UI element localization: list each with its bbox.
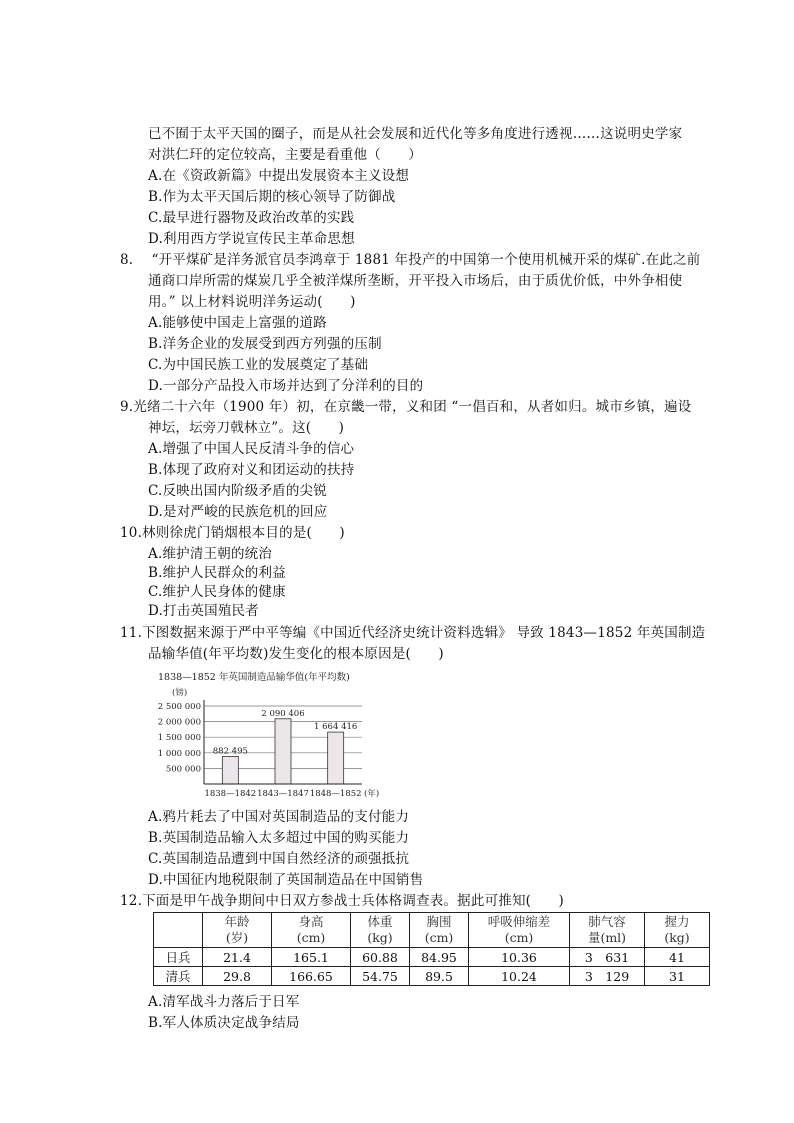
x-axis-ticks (204, 789, 361, 799)
q9-option-a: A.增强了中国人民反清斗争的信心 (148, 441, 355, 457)
q10-option-d: D.打击英国殖民者 (148, 603, 259, 619)
y-tick-label: 500 000 (165, 764, 201, 775)
q7-option-a: A.在《资政新篇》中提出发展资本主义设想 (148, 168, 410, 184)
q9-stem-line-2: 神坛，坛旁刀戟林立”。这( ) (148, 420, 345, 436)
table-cell: 165.1 (272, 948, 351, 967)
q9-option-d: D.是对严峻的民族危机的回应 (148, 504, 328, 520)
table-cell: 60.88 (351, 948, 410, 967)
header-cell-chest: 胸围 (cm) (410, 913, 469, 948)
table-cell: 54.75 (351, 967, 410, 986)
q10-stem-line-1: 10.林则徐虎门销烟根本目的是( ) (120, 525, 345, 541)
y-axis-unit: (镑) (172, 688, 188, 698)
q8-option-d: D.一部分产品投入市场并达到了分洋利的目的 (148, 378, 424, 394)
q9-stem-line-1: 9.光绪二十六年（1900 年）初，在京畿一带，义和团 “一倡百和，从者如归。城市乡镇，遍设 (120, 399, 692, 415)
soldier-physique-table (153, 912, 710, 986)
q12-option-a: A.清军战斗力落后于日军 (148, 994, 300, 1010)
q8-stem-line-1: 8. “开平煤矿是洋务派官员李鸿章于 1881 年投产的中国第一个使用机械开采的煤矿.在此之前 (120, 252, 701, 268)
q11-option-a: A.鸦片耗去了中国对英国制造品的支付能力 (148, 809, 410, 825)
header-cell-grip: 握力 (kg) (645, 913, 710, 948)
bar-value-label: 2 090 406 (261, 708, 305, 719)
y-axis-ticks (158, 702, 201, 774)
q10-option-c: C.维护人民身体的健康 (148, 584, 286, 600)
bar (222, 756, 238, 784)
x-tick-label: 1843—1847 (257, 789, 309, 799)
x-tick-label: 1848—1852 (309, 789, 362, 799)
q10-option-a: A.维护清王朝的统治 (148, 546, 273, 562)
table-cell: 29.8 (203, 967, 272, 986)
table-cell: 10.36 (469, 948, 570, 967)
table-cell: 10.24 (469, 967, 570, 986)
q8-stem-line-3: 用。” 以上材料说明洋务运动( ) (148, 294, 356, 310)
q11-option-b: B.英国制造品输入太多超过中国的购买能力 (148, 830, 410, 846)
table-row (154, 967, 710, 986)
x-tick-label: 1838—1842 (204, 789, 257, 799)
q8-option-c: C.为中国民族工业的发展奠定了基础 (148, 357, 369, 373)
q9-option-c: C.反映出国内阶级矛盾的尖锐 (148, 483, 327, 499)
q10-option-b: B.维护人民群众的利益 (148, 565, 286, 581)
bar (328, 732, 344, 784)
q7-option-b: B.作为太平天国后期的核心领导了防御战 (148, 189, 396, 205)
chart-title: 1838—1852 年英国制造品输华值(年平均数) (158, 672, 350, 683)
header-cell-blank (154, 913, 203, 948)
y-tick-label: 2 500 000 (157, 702, 201, 712)
q7-option-c: C.最早进行器物及政治改革的实践 (148, 210, 355, 226)
table-cell: 3 631 (570, 948, 645, 967)
q11-option-d: D.中国征内地税限制了英国制造品在中国销售 (148, 872, 424, 888)
y-tick-label: 1 500 000 (157, 733, 201, 744)
bar (275, 719, 291, 784)
table-cell: 41 (645, 948, 710, 967)
q7-stem-line-1: 已不囿于太平天国的圈子，而是从社会发展和近代化等多角度进行透视……这说明史学家 (148, 126, 683, 142)
q7-stem-line-2: 对洪仁玕的定位较高，主要是看重他（ ） (148, 147, 422, 163)
q8-stem-line-2: 通商口岸所需的煤炭几乎全被洋煤所垄断，开平投入市场后，由于质优价低，中外争相使 (148, 273, 683, 289)
y-tick-label: 1 000 000 (157, 748, 201, 759)
q8-option-a: A.能够使中国走上富强的道路 (148, 315, 327, 331)
q11-option-c: C.英国制造品遭到中国自然经济的顽强抵抗 (148, 851, 410, 867)
bar-value-label: 1 664 416 (314, 722, 358, 733)
table-cell: 84.95 (410, 948, 469, 967)
table-cell: 166.65 (272, 967, 351, 986)
q11-stem-line-1: 11.下图数据来源于严中平等编《中国近代经济史统计资料选辑》 导致 1843—1852 年英国制造 (120, 625, 706, 641)
header-cell-breathing: 呼吸伸缩差 (cm) (469, 913, 570, 948)
row-label: 清兵 (154, 967, 203, 986)
table-cell: 31 (645, 967, 710, 986)
table-cell: 3 129 (570, 967, 645, 986)
header-cell-weight: 体重 (kg) (351, 913, 410, 948)
row-label: 日兵 (154, 948, 203, 967)
header-cell-lung: 肺气容 量(ml) (570, 913, 645, 948)
bar-value-label: 882 495 (212, 746, 248, 757)
x-axis-unit: (年) (364, 789, 380, 799)
q9-option-b: B.体现了政府对义和团运动的扶持 (148, 462, 355, 478)
export-value-bar-chart (150, 668, 400, 800)
q11-stem-line-2: 品输华值(年平均数)发生变化的根本原因是( ) (148, 646, 444, 662)
table-cell: 89.5 (410, 967, 469, 986)
header-cell-age: 年龄 (岁) (203, 913, 272, 948)
q12-option-b: B.军人体质决定战争结局 (148, 1015, 300, 1031)
q12-stem-line-1: 12.下面是甲午战争期间中日双方参战士兵体格调查表。据此可推知( ) (120, 893, 565, 909)
table-row (154, 948, 710, 967)
q8-option-b: B.洋务企业的发展受到西方列强的压制 (148, 336, 382, 352)
y-tick-label: 2 000 000 (157, 717, 201, 728)
table-cell: 21.4 (203, 948, 272, 967)
q7-option-d: D.利用西方学说宣传民主革命思想 (148, 231, 355, 247)
table-header-row (154, 913, 710, 948)
chart-bars (213, 709, 358, 784)
header-cell-height: 身高 (cm) (272, 913, 351, 948)
